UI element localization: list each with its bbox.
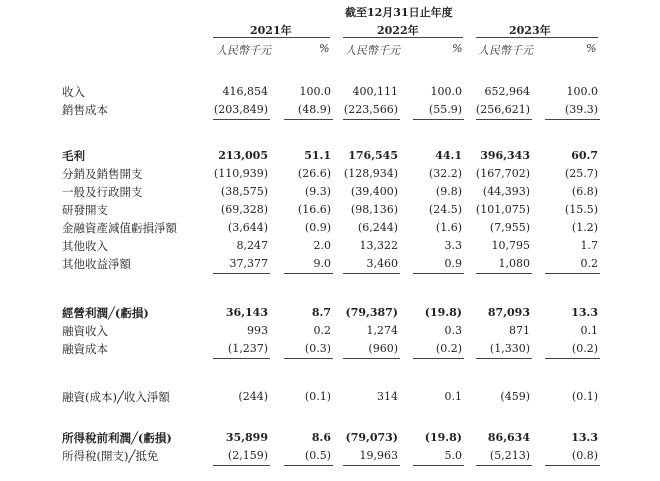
cell-value: (0.1)	[304, 390, 331, 403]
cell-value: 1.7	[580, 239, 598, 252]
period-header: 截至12月31日止年度	[345, 6, 453, 19]
table-rule	[343, 465, 400, 466]
cell-value: (0.2)	[571, 342, 598, 355]
row-label: 其他收入	[62, 239, 108, 253]
cell-value: 993	[247, 324, 268, 337]
cell-value: 2.0	[313, 239, 331, 252]
cell-value: 314	[377, 390, 398, 403]
table-rule	[343, 358, 400, 359]
cell-value: (101,075)	[475, 203, 530, 216]
cell-value: 3,460	[366, 257, 398, 270]
cell-value: 13.3	[571, 306, 598, 319]
cell-value: 60.7	[571, 149, 598, 162]
row-label: 其他收益淨額	[62, 257, 131, 271]
cell-value: 5.0	[444, 449, 462, 462]
cell-value: 400,111	[352, 85, 398, 98]
cell-value: 100.0	[566, 85, 598, 98]
year-2022: 2022年	[377, 24, 419, 37]
cell-value: (38,575)	[220, 185, 268, 198]
cell-value: (48.9)	[297, 103, 331, 116]
table-rule	[213, 273, 270, 274]
cell-value: (69,328)	[220, 203, 268, 216]
row-label: 融資成本	[62, 342, 108, 356]
cell-value: (79,387)	[345, 306, 398, 319]
table-rule	[343, 119, 400, 120]
row-label: 研發開支	[62, 203, 108, 217]
cell-value: 86,634	[487, 431, 530, 444]
cell-value: (9.3)	[304, 185, 331, 198]
cell-value: (5,213)	[489, 449, 530, 462]
cell-value: (32.2)	[428, 167, 462, 180]
cell-value: (960)	[368, 342, 398, 355]
cell-value: (9.8)	[435, 185, 462, 198]
cell-value: (25.7)	[564, 167, 598, 180]
table-rule	[284, 358, 333, 359]
table-rule	[476, 119, 532, 120]
table-rule	[545, 273, 600, 274]
cell-value: (6.8)	[571, 185, 598, 198]
row-label: 金融資產減值虧損淨額	[62, 221, 177, 235]
pct-2022: %	[452, 42, 463, 55]
pct-2023: %	[586, 42, 597, 55]
table-rule	[284, 465, 333, 466]
table-rule	[343, 273, 400, 274]
cell-value: (0.2)	[435, 342, 462, 355]
cell-value: 213,005	[218, 149, 268, 162]
unit-2022: 人民幣千元	[345, 44, 400, 57]
cell-value: (2,159)	[227, 449, 268, 462]
cell-value: (16.6)	[297, 203, 331, 216]
cell-value: 0.1	[444, 390, 462, 403]
cell-value: (19.8)	[424, 306, 462, 319]
cell-value: (1,237)	[227, 342, 268, 355]
table-rule	[213, 465, 270, 466]
cell-value: (256,621)	[475, 103, 530, 116]
table-rule	[476, 273, 532, 274]
cell-value: 652,964	[484, 85, 530, 98]
cell-value: (167,702)	[475, 167, 530, 180]
cell-value: (39.3)	[564, 103, 598, 116]
cell-value: (3,644)	[227, 221, 268, 234]
cell-value: (0.1)	[571, 390, 598, 403]
row-label: 所得稅(開支)╱抵免	[62, 449, 159, 463]
cell-value: 0.2	[313, 324, 331, 337]
cell-value: (0.3)	[304, 342, 331, 355]
header-rule-2021	[213, 37, 330, 38]
cell-value: (24.5)	[428, 203, 462, 216]
row-label: 融資收入	[62, 324, 108, 338]
table-rule	[413, 119, 464, 120]
table-rule	[284, 273, 333, 274]
cell-value: (98,136)	[350, 203, 398, 216]
cell-value: 9.0	[313, 257, 331, 270]
cell-value: 1,080	[498, 257, 530, 270]
row-label: 分銷及銷售開支	[62, 167, 143, 181]
cell-value: 416,854	[222, 85, 268, 98]
row-label: 所得稅前利潤╱(虧損)	[62, 431, 172, 445]
cell-value: 0.2	[580, 257, 598, 270]
cell-value: 13.3	[571, 431, 598, 444]
table-rule	[545, 358, 600, 359]
row-label: 融資(成本)╱收入淨額	[62, 390, 170, 404]
year-2023: 2023年	[509, 24, 551, 37]
unit-2023: 人民幣千元	[478, 44, 533, 57]
cell-value: (39,400)	[350, 185, 398, 198]
cell-value: 100.0	[430, 85, 462, 98]
cell-value: (19.8)	[424, 431, 462, 444]
cell-value: (459)	[500, 390, 530, 403]
cell-value: (223,566)	[343, 103, 398, 116]
table-rule	[476, 465, 532, 466]
cell-value: (7,955)	[489, 221, 530, 234]
cell-value: (79,073)	[345, 431, 398, 444]
cell-value: 44.1	[435, 149, 462, 162]
cell-value: (1.6)	[435, 221, 462, 234]
table-rule	[413, 465, 464, 466]
cell-value: (0.8)	[571, 449, 598, 462]
cell-value: 871	[509, 324, 530, 337]
cell-value: (110,939)	[213, 167, 268, 180]
cell-value: 13,322	[359, 239, 398, 252]
cell-value: (244)	[238, 390, 268, 403]
cell-value: 396,343	[480, 149, 530, 162]
cell-value: (128,934)	[343, 167, 398, 180]
cell-value: 1,274	[366, 324, 398, 337]
cell-value: (44,393)	[482, 185, 530, 198]
cell-value: 0.1	[580, 324, 598, 337]
year-2021: 2021年	[250, 24, 292, 37]
pct-2021: %	[319, 42, 330, 55]
cell-value: (6,244)	[357, 221, 398, 234]
header-rule-2022	[343, 37, 463, 38]
cell-value: 35,899	[225, 431, 268, 444]
cell-value: 3.3	[444, 239, 462, 252]
row-label: 一般及行政開支	[62, 185, 143, 199]
cell-value: 51.1	[304, 149, 331, 162]
cell-value: 36,143	[225, 306, 268, 319]
table-rule	[213, 119, 270, 120]
cell-value: (1.2)	[571, 221, 598, 234]
cell-value: 87,093	[487, 306, 530, 319]
row-label: 毛利	[62, 149, 85, 163]
cell-value: 37,377	[229, 257, 268, 270]
cell-value: 19,963	[359, 449, 398, 462]
cell-value: 8.7	[311, 306, 331, 319]
header-rule-2023	[476, 37, 598, 38]
cell-value: 176,545	[348, 149, 398, 162]
row-label: 收入	[62, 85, 85, 99]
cell-value: 0.3	[444, 324, 462, 337]
cell-value: (15.5)	[564, 203, 598, 216]
cell-value: 0.9	[444, 257, 462, 270]
row-label: 銷售成本	[62, 103, 108, 117]
row-label: 經營利潤╱(虧損)	[62, 306, 149, 320]
table-rule	[476, 358, 532, 359]
table-rule	[413, 358, 464, 359]
table-rule	[284, 119, 333, 120]
cell-value: 10,795	[491, 239, 530, 252]
table-rule	[213, 358, 270, 359]
unit-2021: 人民幣千元	[216, 44, 271, 57]
cell-value: (26.6)	[297, 167, 331, 180]
cell-value: 8,247	[236, 239, 268, 252]
table-rule	[545, 119, 600, 120]
cell-value: (203,849)	[213, 103, 268, 116]
cell-value: (0.9)	[304, 221, 331, 234]
cell-value: (1,330)	[489, 342, 530, 355]
cell-value: (55.9)	[428, 103, 462, 116]
cell-value: 8.6	[311, 431, 331, 444]
cell-value: 100.0	[299, 85, 331, 98]
table-rule	[413, 273, 464, 274]
table-rule	[545, 465, 600, 466]
cell-value: (0.5)	[304, 449, 331, 462]
